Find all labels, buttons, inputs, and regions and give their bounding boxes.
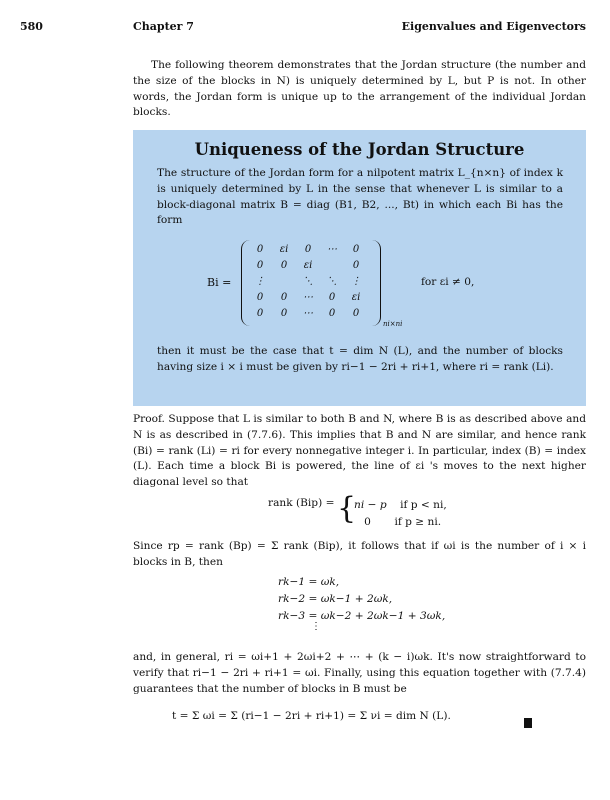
- qed-square-icon: [524, 718, 532, 728]
- vertical-dots: ⋮: [311, 621, 321, 632]
- matrix-label: Bi =: [207, 276, 232, 289]
- case-2: [354, 514, 447, 531]
- matrix-cell: ⋱: [303, 276, 313, 287]
- matrix-cell: ⋮: [255, 276, 265, 287]
- matrix-cell: εi: [303, 260, 313, 271]
- rank-equation: rk−2 = ωk−1 + 2ωk,: [278, 593, 393, 605]
- left-paren: [241, 240, 250, 326]
- matrix-cell: 0: [304, 244, 312, 255]
- matrix-cell: ⋯: [303, 308, 313, 319]
- page-number: 580: [20, 20, 43, 33]
- matrix-cell: 0: [256, 244, 264, 255]
- final-equation: t = Σ ωi = Σ (ri−1 − 2ri + ri+1) = Σ νi = dim N (L).: [172, 710, 451, 722]
- theorem-conclusion: then it must be the case that t = dim N (L), and the number of blocks having size i × i must be given by ri−1 − 2ri + ri+1, where ri = rank (Li).: [157, 345, 563, 373]
- matrix-cell: ⋮: [351, 276, 361, 287]
- case-2-value: 0: [364, 516, 371, 528]
- chapter-label: Chapter 7: [133, 20, 194, 33]
- matrix-cell: ⋯: [327, 244, 337, 255]
- matrix-cell: 0: [280, 292, 288, 303]
- right-paren: [372, 240, 381, 326]
- matrix-cell: εi: [351, 292, 361, 303]
- theorem-statement: The structure of the Jordan form for a nilpotent matrix L_{n×n} of index k is uniquely determined by L in the sense that whenever L is similar to a block-diagonal matrix B = diag (B1, B2, ..., Bt) in which each Bi has the form: [157, 167, 563, 227]
- theorem-box: [133, 130, 586, 406]
- jordan-block-matrix: [241, 240, 381, 326]
- matrix-cell: 0: [352, 308, 360, 319]
- matrix-cell: ⋯: [303, 292, 313, 303]
- theorem-title: Uniqueness of the Jordan Structure: [194, 140, 525, 159]
- matrix-cell: 0: [328, 292, 336, 303]
- case-1-value: ni − p: [354, 499, 387, 511]
- case-1: [354, 497, 447, 514]
- matrix-cell: 0: [280, 260, 288, 271]
- matrix-cell: εi: [279, 244, 289, 255]
- matrix-cell: ⋱: [327, 276, 337, 287]
- rank-equation: rk−3 = ωk−2 + 2ωk−1 + 3ωk,: [278, 610, 446, 622]
- case-2-condition: if p ≥ ni.: [394, 516, 442, 528]
- rank-equation-lhs: rank (Bip) =: [268, 497, 335, 509]
- matrix-cell: 0: [280, 308, 288, 319]
- rank-equation: rk−1 = ωk,: [278, 576, 340, 588]
- matrix-cell: 0: [352, 260, 360, 271]
- rank-equations: [278, 574, 445, 625]
- proof-paragraph-2: Since rp = rank (Bp) = Σ rank (Bip), it follows that if ωi is the number of i × i blocks in B, then: [133, 540, 586, 568]
- proof-paragraph-3: and, in general, ri = ωi+1 + 2ωi+2 + ⋯ + (k − i)ωk. It's now straightforward to verify that ri−1 − 2ri + ri+1 = ωi. Finally, using this equation together with (7.7.4) guarantees that the number of blocks in B must be: [133, 651, 586, 695]
- matrix-cell: 0: [328, 308, 336, 319]
- matrix-cell: 0: [352, 244, 360, 255]
- matrix-condition: for εi ≠ 0,: [421, 276, 475, 288]
- rank-cases: [354, 497, 447, 531]
- matrix-cell: 0: [256, 292, 264, 303]
- intro-paragraph: The following theorem demonstrates that the Jordan structure (the number and the size of the blocks in N) is uniquely determined by L, but P is not. In other words, the Jordan form is unique up to the arrangement of the individual Jordan blocks.: [133, 59, 586, 119]
- matrix-size: ni×ni: [383, 320, 403, 328]
- proof-paragraph-1: Proof. Suppose that L is similar to both B and N, where B is as described above and N is as described in (7.7.6). This implies that B and N are similar, and hence rank (Bi) = rank (Li) = ri for every nonnegative integer i. In particular, index (B) = index (L). Each time a block Bi is powered, the line of εi 's moves to the next higher diagonal level so that: [133, 413, 586, 489]
- case-1-condition: if p < ni,: [400, 499, 447, 511]
- running-title: Eigenvalues and Eigenvectors: [401, 20, 586, 33]
- matrix-cell: 0: [256, 308, 264, 319]
- matrix-cell: 0: [256, 260, 264, 271]
- cases-brace: {: [337, 491, 357, 526]
- page-header: [20, 20, 586, 36]
